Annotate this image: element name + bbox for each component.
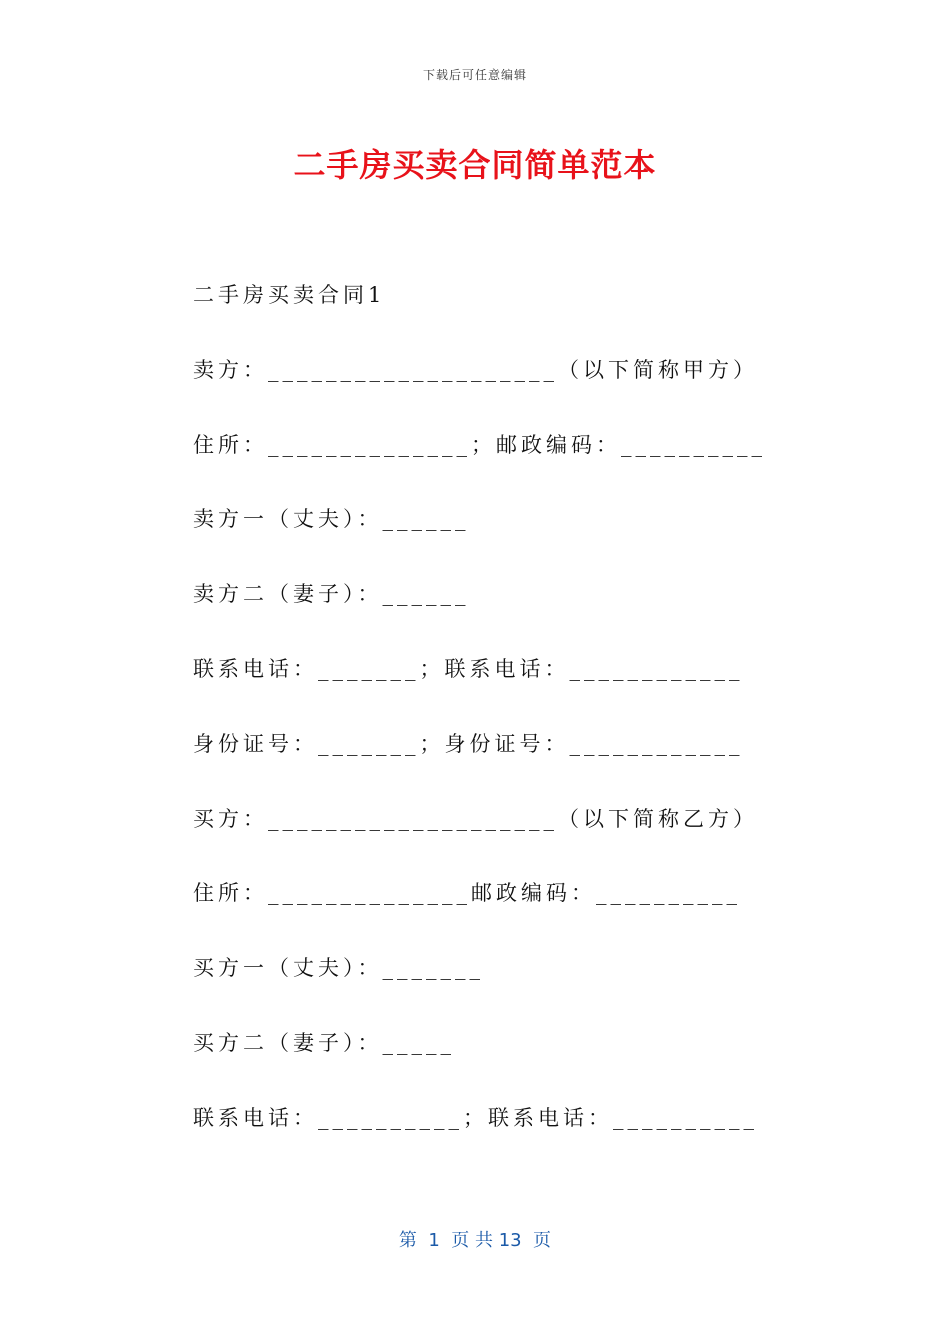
buyer-address-line: 住所：______________邮政编码：__________ xyxy=(193,881,741,906)
seller-husband-line: 卖方一（丈夫）：______ xyxy=(193,507,470,532)
seller-id-line: 身份证号：_______；身份证号：____________ xyxy=(193,731,744,756)
seller-phone-line: 联系电话：_______；联系电话：____________ xyxy=(193,656,744,681)
buyer-husband-line: 买方一（丈夫）：_______ xyxy=(193,956,484,981)
seller-address-line: 住所：______________；邮政编码：__________ xyxy=(193,432,766,457)
buyer-line: 买方：____________________（以下简称乙方） xyxy=(193,806,758,831)
page-number: 第 1 页 共 13 页 xyxy=(398,1230,552,1251)
document-body xyxy=(193,280,766,1178)
buyer-wife-line: 买方二（妻子）：_____ xyxy=(193,1030,455,1055)
section-heading: 二手房买卖合同1 xyxy=(193,283,386,307)
document-title: 二手房买卖合同简单范本 xyxy=(293,146,657,184)
header-note: 下载后可任意编辑 xyxy=(422,68,527,82)
seller-wife-line: 卖方二（妻子）：______ xyxy=(193,582,470,607)
buyer-phone-line: 联系电话：__________；联系电话：__________ xyxy=(193,1105,758,1130)
seller-line: 卖方：____________________（以下简称甲方） xyxy=(193,357,758,382)
